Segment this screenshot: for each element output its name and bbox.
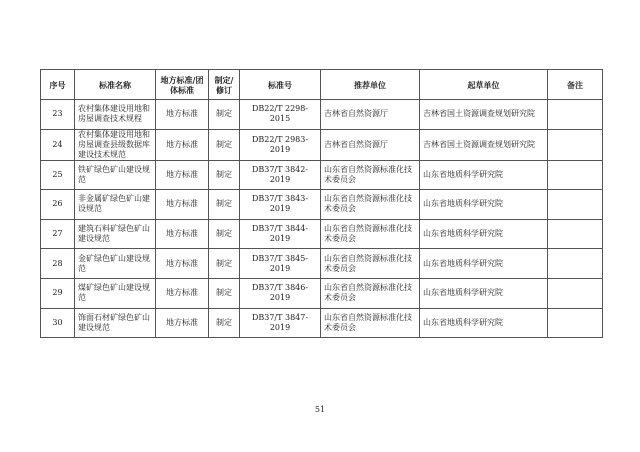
cell-standard-code: DB37/T 3845-2019 bbox=[240, 249, 321, 279]
table-row bbox=[41, 129, 603, 160]
header-standard-type: 地方标准/团体标准 bbox=[156, 70, 209, 100]
cell-standard-type: 地方标准 bbox=[156, 308, 209, 338]
cell-standard-type: 地方标准 bbox=[156, 129, 209, 160]
cell-recommender: 山东省自然资源标准化技术委员会 bbox=[321, 219, 420, 249]
cell-standard-name: 农村集体建设用地和房屋调查技术规程 bbox=[75, 100, 156, 130]
cell-index: 25 bbox=[41, 160, 75, 190]
table-row bbox=[41, 308, 603, 338]
cell-standard-code: DB22/T 2983-2019 bbox=[240, 129, 321, 160]
cell-standard-name: 饰面石材矿绿色矿山建设规范 bbox=[75, 308, 156, 338]
cell-standard-code: DB37/T 3844-2019 bbox=[240, 219, 321, 249]
cell-action: 制定 bbox=[209, 278, 240, 308]
cell-note bbox=[548, 190, 603, 220]
cell-standard-name: 非金属矿绿色矿山建设规范 bbox=[75, 190, 156, 220]
table-row bbox=[41, 190, 603, 220]
cell-action: 制定 bbox=[209, 100, 240, 130]
header-standard-code: 标准号 bbox=[240, 70, 321, 100]
cell-note bbox=[548, 219, 603, 249]
cell-drafter: 吉林省国土资源调查规划研究院 bbox=[420, 100, 548, 130]
cell-recommender: 山东省自然资源标准化技术委员会 bbox=[321, 160, 420, 190]
table-row bbox=[41, 278, 603, 308]
cell-drafter: 山东省地质科学研究院 bbox=[420, 160, 548, 190]
cell-note bbox=[548, 278, 603, 308]
cell-action: 制定 bbox=[209, 219, 240, 249]
header-action: 制定/修订 bbox=[209, 70, 240, 100]
cell-index: 23 bbox=[41, 100, 75, 130]
cell-standard-code: DB37/T 3847-2019 bbox=[240, 308, 321, 338]
cell-index: 28 bbox=[41, 249, 75, 279]
cell-standard-type: 地方标准 bbox=[156, 249, 209, 279]
cell-drafter: 吉林省国土资源调查规划研究院 bbox=[420, 129, 548, 160]
cell-standard-name: 铁矿绿色矿山建设规范 bbox=[75, 160, 156, 190]
standards-table bbox=[40, 69, 603, 338]
cell-standard-name: 农村集体建设用地和房屋调查县级数据库建设技术规范 bbox=[75, 129, 156, 160]
cell-standard-type: 地方标准 bbox=[156, 190, 209, 220]
cell-standard-code: DB37/T 3843-2019 bbox=[240, 190, 321, 220]
cell-recommender: 吉林省自然资源厅 bbox=[321, 129, 420, 160]
header-index: 序号 bbox=[41, 70, 75, 100]
cell-standard-code: DB22/T 2298-2015 bbox=[240, 100, 321, 130]
table-header-row bbox=[41, 70, 603, 100]
cell-note bbox=[548, 100, 603, 130]
header-standard-name: 标准名称 bbox=[75, 70, 156, 100]
cell-recommender: 吉林省自然资源厅 bbox=[321, 100, 420, 130]
cell-note bbox=[548, 129, 603, 160]
cell-standard-name: 金矿绿色矿山建设规范 bbox=[75, 249, 156, 279]
cell-action: 制定 bbox=[209, 190, 240, 220]
cell-index: 29 bbox=[41, 278, 75, 308]
cell-recommender: 山东省自然资源标准化技术委员会 bbox=[321, 308, 420, 338]
cell-note bbox=[548, 308, 603, 338]
cell-standard-type: 地方标准 bbox=[156, 100, 209, 130]
cell-standard-type: 地方标准 bbox=[156, 219, 209, 249]
cell-action: 制定 bbox=[209, 308, 240, 338]
cell-note bbox=[548, 160, 603, 190]
cell-drafter: 山东省地质科学研究院 bbox=[420, 308, 548, 338]
cell-recommender: 山东省自然资源标准化技术委员会 bbox=[321, 190, 420, 220]
table-row bbox=[41, 160, 603, 190]
table-row bbox=[41, 219, 603, 249]
cell-index: 26 bbox=[41, 190, 75, 220]
header-drafter: 起草单位 bbox=[420, 70, 548, 100]
cell-drafter: 山东省地质科学研究院 bbox=[420, 249, 548, 279]
cell-drafter: 山东省地质科学研究院 bbox=[420, 278, 548, 308]
cell-recommender: 山东省自然资源标准化技术委员会 bbox=[321, 249, 420, 279]
cell-index: 27 bbox=[41, 219, 75, 249]
table-row bbox=[41, 249, 603, 279]
cell-recommender: 山东省自然资源标准化技术委员会 bbox=[321, 278, 420, 308]
table-row bbox=[41, 100, 603, 130]
page-number: 51 bbox=[314, 405, 326, 414]
header-note: 备注 bbox=[548, 70, 603, 100]
cell-action: 制定 bbox=[209, 160, 240, 190]
cell-standard-code: DB37/T 3842-2019 bbox=[240, 160, 321, 190]
cell-standard-name: 煤矿绿色矿山建设规范 bbox=[75, 278, 156, 308]
cell-standard-type: 地方标准 bbox=[156, 278, 209, 308]
cell-action: 制定 bbox=[209, 249, 240, 279]
cell-drafter: 山东省地质科学研究院 bbox=[420, 190, 548, 220]
cell-action: 制定 bbox=[209, 129, 240, 160]
cell-index: 30 bbox=[41, 308, 75, 338]
cell-standard-name: 建筑石料矿绿色矿山建设规范 bbox=[75, 219, 156, 249]
cell-note bbox=[548, 249, 603, 279]
cell-standard-type: 地方标准 bbox=[156, 160, 209, 190]
cell-index: 24 bbox=[41, 129, 75, 160]
header-recommender: 推荐单位 bbox=[321, 70, 420, 100]
cell-standard-code: DB37/T 3846-2019 bbox=[240, 278, 321, 308]
cell-drafter: 山东省地质科学研究院 bbox=[420, 219, 548, 249]
